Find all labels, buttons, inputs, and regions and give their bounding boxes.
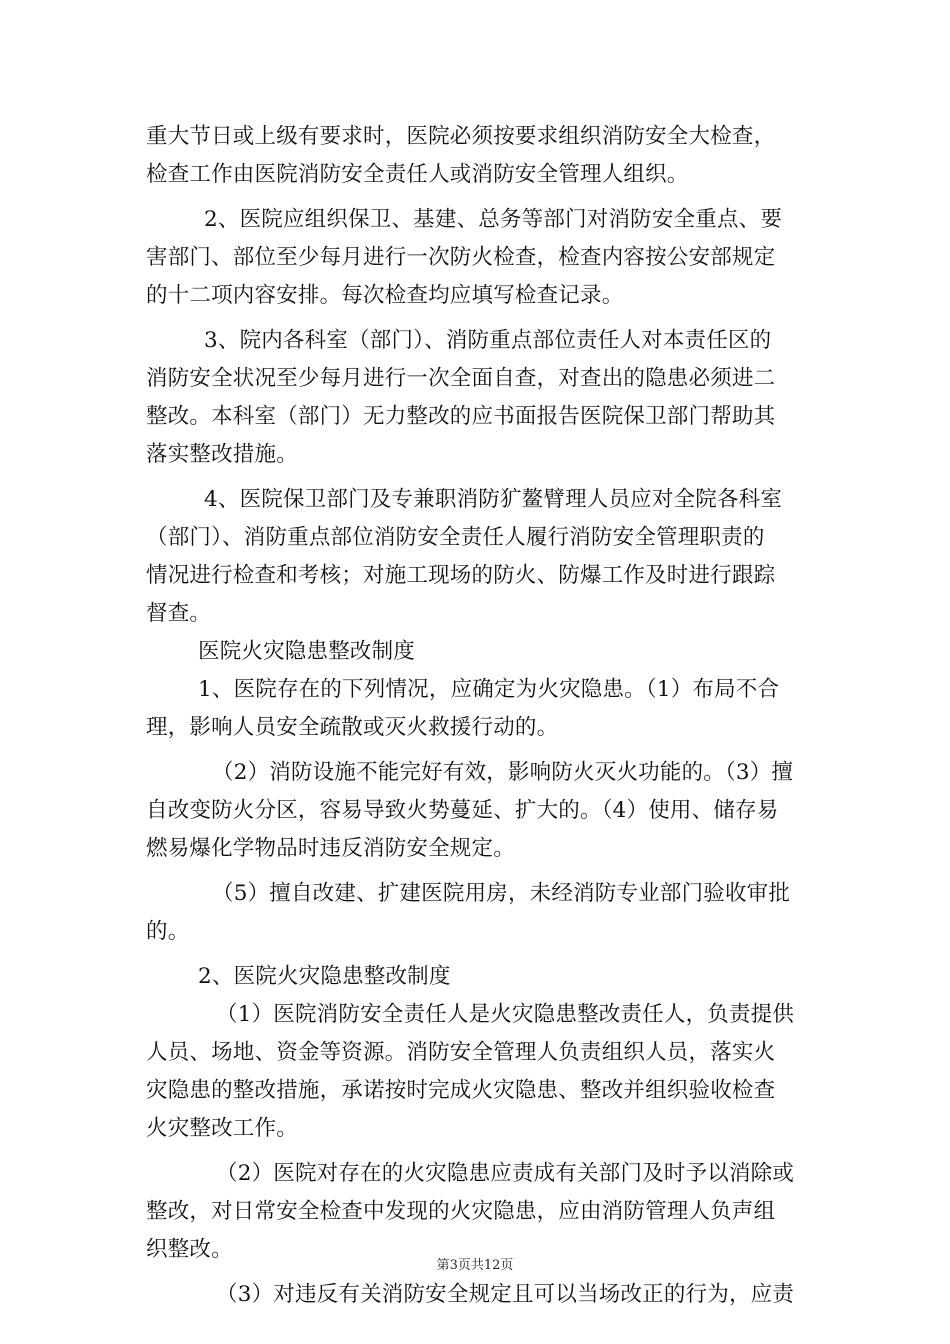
text-line: 的十二项内容安排。每次检查均应填写检查记录。 bbox=[146, 283, 624, 308]
paragraph-line: （3）对违反有关消防安全规定且可以当场改正的行为，应责 bbox=[216, 1282, 795, 1307]
text-line: 火灾整改工作。 bbox=[146, 1116, 298, 1141]
text-line: 整改。本科室（部门）无力整改的应书面报告医院保卫部门帮助其 bbox=[146, 404, 776, 429]
page-footer bbox=[0, 1254, 950, 1273]
paragraph-line: 2、医院应组织保卫、基建、总务等部门对消防安全重点、要 bbox=[204, 207, 783, 232]
text-line: 重大节日或上级有要求时，医院必须按要求组织消防安全大检查， bbox=[146, 124, 776, 149]
paragraph-line: 4、医院保卫部门及专兼职消防犷鳌臂理人员应对全院各科室 bbox=[204, 487, 783, 512]
section-heading: 2、医院火灾隐患整改制度 bbox=[198, 964, 451, 989]
page-number-label: 第3页共12页 bbox=[436, 1258, 514, 1273]
text-line: 灾隐患的整改措施，承诺按时完成火灾隐患、整改并组织验收检查 bbox=[146, 1078, 776, 1103]
text-line: 害部门、部位至少每月进行一次防火检查，检查内容按公安部规定 bbox=[146, 245, 776, 270]
text-line: 自改变防火分区，容易导致火势蔓延、扩大的。（4）使用、储存易 bbox=[146, 798, 779, 823]
text-line: 燃易爆化学物品时违反消防安全规定。 bbox=[146, 836, 515, 861]
paragraph-line: （1）医院消防安全责任人是火灾隐患整改责任人，负责提供 bbox=[216, 1002, 795, 1027]
paragraph-line: （5）擅自改建、扩建医院用房，未经消防专业部门验收审批 bbox=[212, 881, 791, 906]
paragraph-line: 3、院内各科室（部门）、消防重点部位责任人对本责任区的 bbox=[204, 328, 772, 353]
text-line: 的。 bbox=[146, 919, 190, 944]
paragraph-line: 1、医院存在的下列情况，应确定为火灾隐患。（1）布局不合 bbox=[198, 677, 780, 702]
paragraph-line: （2）消防设施不能完好有效，影响防火灭火功能的。（3）擅 bbox=[212, 760, 794, 785]
text-line: 落实整改措施。 bbox=[146, 442, 298, 467]
text-line: 理，影响人员安全疏散或灭火救援行动的。 bbox=[146, 715, 559, 740]
text-line: 织整改。 bbox=[146, 1237, 233, 1262]
text-line: 整改，对日常安全检查中发现的火灾隐患，应由消防管理人负声组 bbox=[146, 1199, 776, 1224]
paragraph-line: （2）医院对存在的火灾隐患应责成有关部门及时予以消除或 bbox=[216, 1161, 795, 1186]
text-line: 消防安全状况至少每月进行一次全面自查，对查出的隐患必须进二 bbox=[146, 366, 776, 391]
document-body bbox=[146, 118, 808, 1314]
text-line: 人员、场地、资金等资源。消防安全管理人负责组织人员，落实火 bbox=[146, 1040, 776, 1065]
text-line: 情况进行检查和考核；对施工现场的防火、防爆工作及时进行跟踪 bbox=[146, 563, 776, 588]
text-line: （部门）、消防重点部位消防安全责任人履行消防安全管理职责的 bbox=[146, 525, 765, 550]
text-line: 检查工作由医院消防安全责任人或消防安全管理人组织。 bbox=[146, 162, 689, 187]
section-heading: 医院火灾隐患整改制度 bbox=[198, 639, 416, 664]
text-line: 督查。 bbox=[146, 601, 212, 626]
